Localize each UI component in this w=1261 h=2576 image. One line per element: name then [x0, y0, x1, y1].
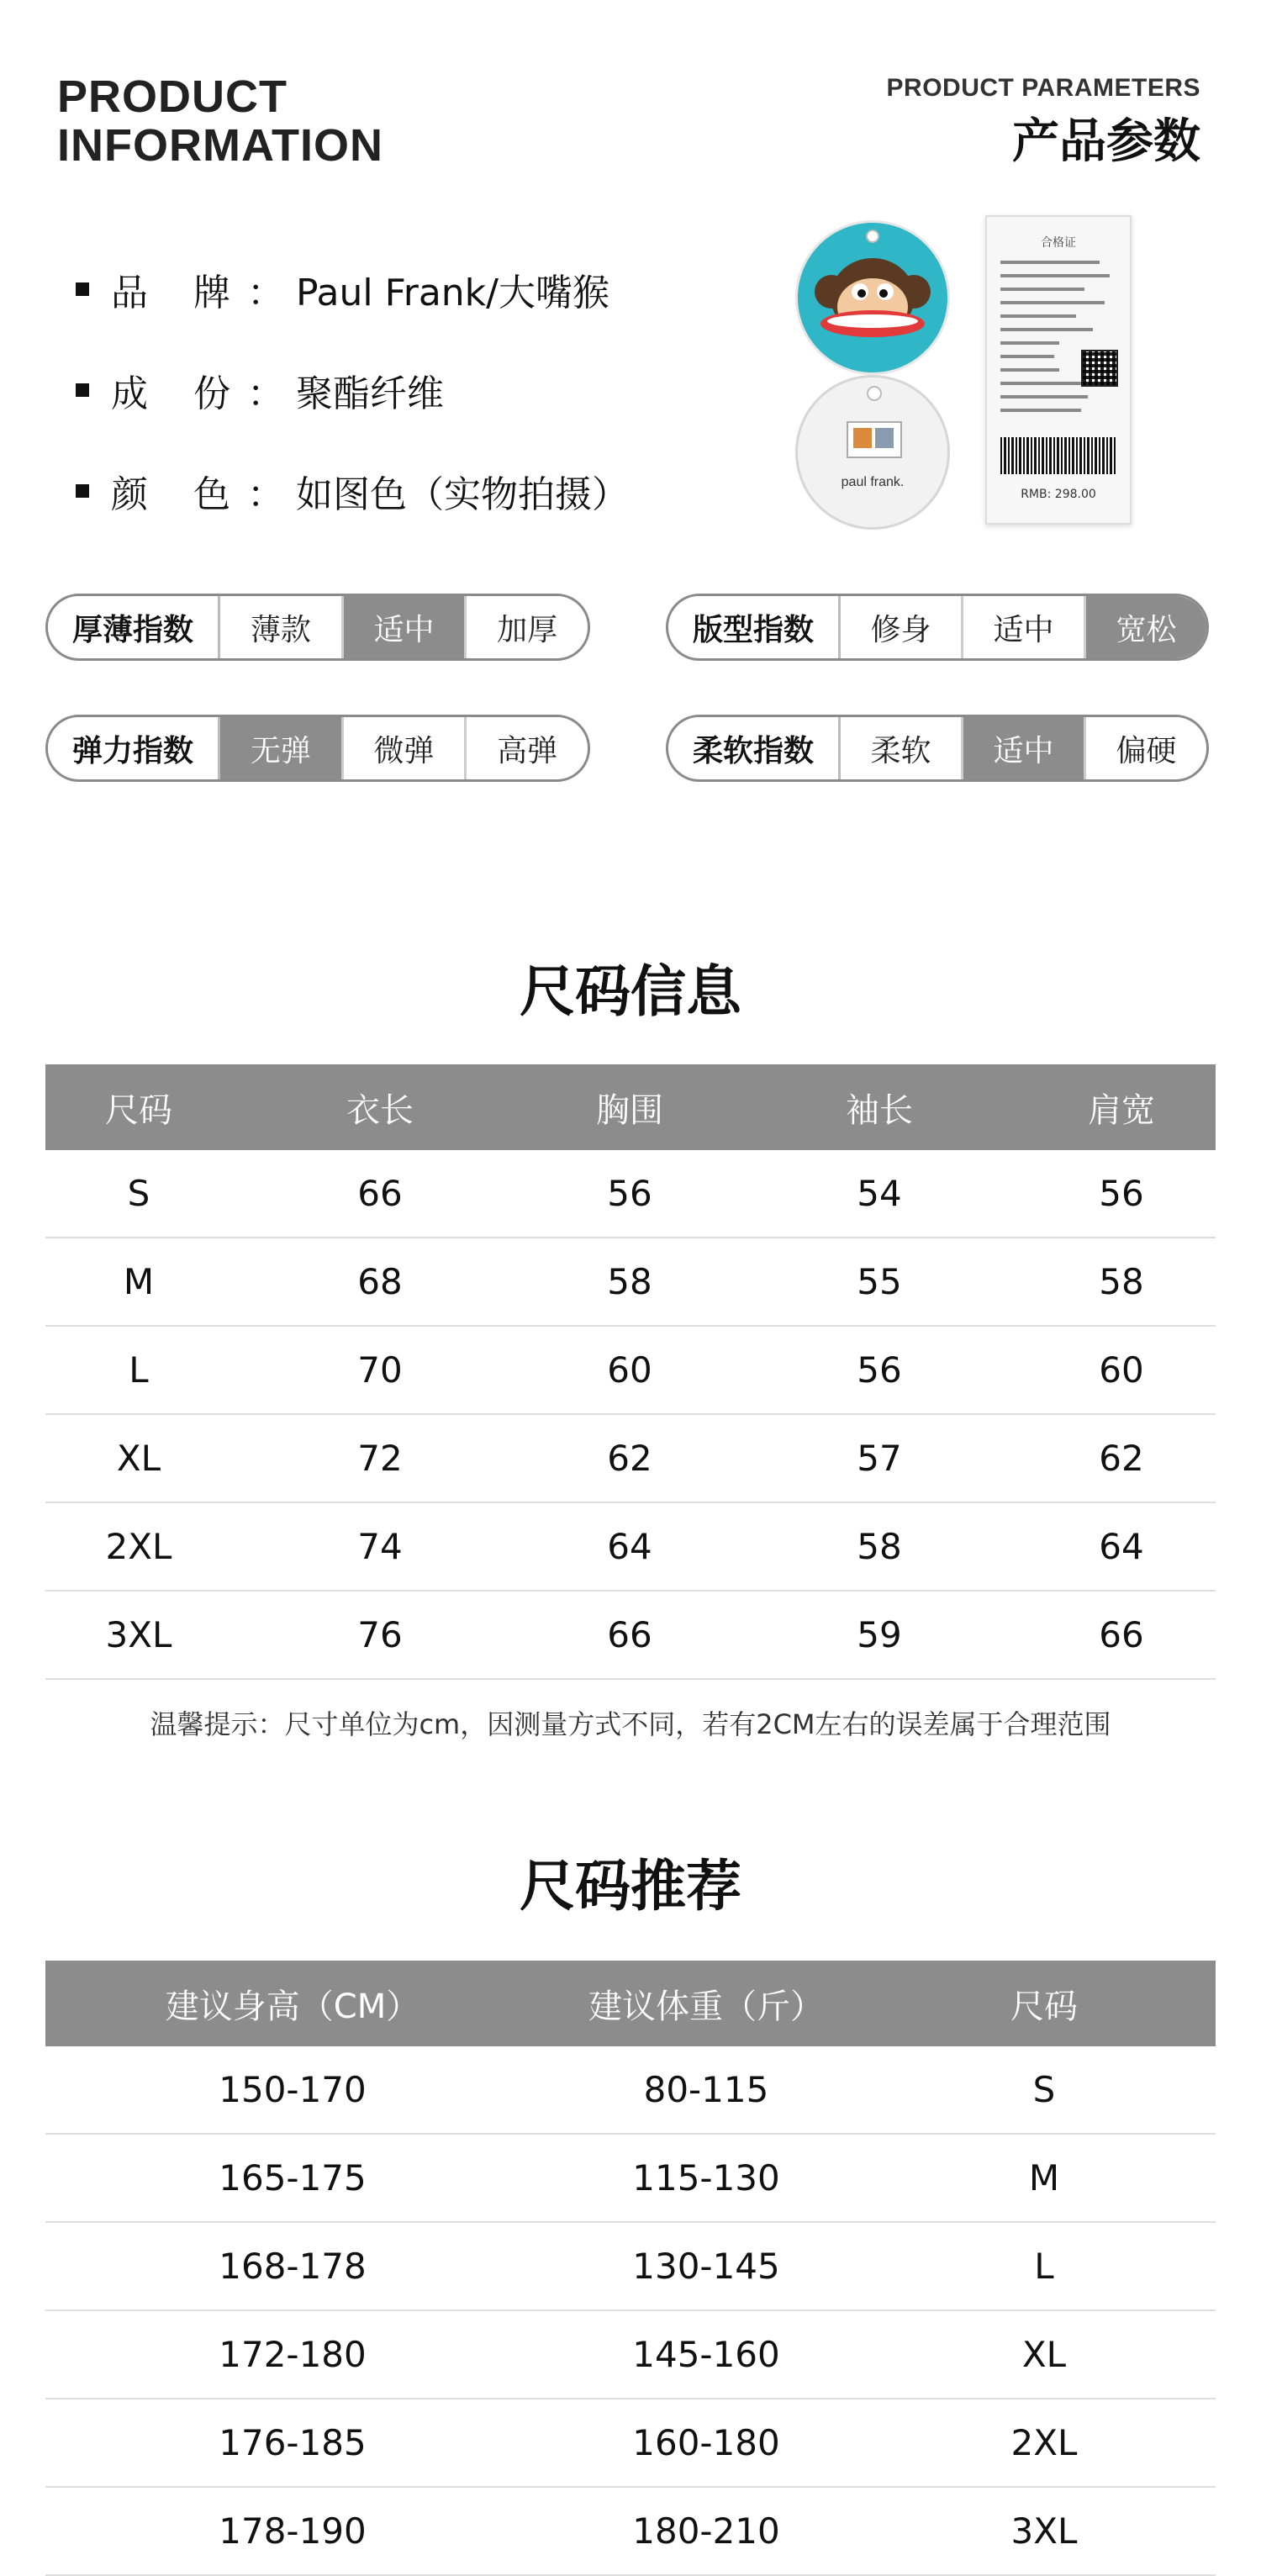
brand-hangtag-badge-image — [795, 375, 950, 530]
header-chest: 胸围 — [596, 1090, 663, 1130]
fit-index-label: 版型指数 — [668, 596, 841, 658]
table-row — [45, 1415, 1216, 1503]
heading-line-2: INFORMATION — [57, 120, 383, 171]
table-row — [45, 1150, 1216, 1238]
info-brand-key: 品 牌： — [111, 272, 301, 314]
cell-size: S — [127, 1173, 150, 1214]
table-row — [45, 1327, 1216, 1415]
cell-length: 72 — [357, 1438, 403, 1479]
table-row — [45, 1503, 1216, 1592]
info-color — [76, 464, 629, 518]
cell-height: 176-185 — [219, 2422, 367, 2463]
thickness-index — [45, 594, 590, 661]
cell-shoulder: 66 — [1099, 1614, 1144, 1655]
table-row — [45, 1238, 1216, 1327]
cell-height: 165-175 — [219, 2157, 367, 2199]
elasticity-option-high: 高弹 — [497, 733, 558, 768]
cell-sleeve: 59 — [857, 1614, 902, 1655]
size-info-header-row — [45, 1064, 1216, 1150]
cell-chest: 58 — [607, 1261, 652, 1302]
cell-sleeve: 54 — [857, 1173, 902, 1214]
cell-size: L — [129, 1349, 149, 1391]
thickness-option-medium: 适中 — [344, 596, 467, 658]
cell-weight: 180-210 — [632, 2510, 780, 2552]
monkey-face-icon — [798, 223, 947, 372]
fit-option-regular: 适中 — [963, 596, 1086, 658]
thickness-index-label: 厚薄指数 — [48, 596, 220, 658]
cell-rec-size: 2XL — [1010, 2422, 1078, 2463]
info-material-value: 聚酯纤维 — [296, 372, 444, 415]
softness-index — [666, 715, 1209, 782]
header-height: 建议身高（CM） — [165, 1987, 420, 2026]
cell-chest: 56 — [607, 1173, 652, 1214]
elasticity-index-label: 弹力指数 — [48, 717, 220, 779]
cell-sleeve: 55 — [857, 1261, 902, 1302]
cell-height: 150-170 — [219, 2069, 367, 2110]
cell-height: 172-180 — [219, 2334, 367, 2375]
fit-index — [666, 594, 1209, 661]
cell-shoulder: 58 — [1099, 1261, 1144, 1302]
size-recommend-header-row — [45, 1961, 1216, 2046]
table-row — [45, 2223, 1216, 2311]
tag-title: 合格证 — [1041, 236, 1076, 250]
barcode-icon — [1000, 437, 1116, 474]
bullet-icon — [76, 484, 89, 498]
cell-sleeve: 56 — [857, 1349, 902, 1391]
cell-weight: 80-115 — [643, 2069, 769, 2110]
cell-chest: 62 — [607, 1438, 652, 1479]
cell-chest: 66 — [607, 1614, 652, 1655]
thickness-option-thin: 薄款 — [220, 596, 344, 658]
cell-height: 178-190 — [219, 2510, 367, 2552]
table-row — [45, 2488, 1216, 2576]
cell-length: 70 — [357, 1349, 403, 1391]
header-weight: 建议体重（斤） — [588, 1987, 824, 2026]
bullet-icon — [76, 383, 89, 397]
heading-line-1: PRODUCT — [57, 71, 288, 122]
fit-option-loose: 宽松 — [1086, 596, 1206, 658]
paul-frank-logo-text: paul frank. — [841, 475, 905, 489]
info-color-key: 颜 色： — [111, 473, 301, 516]
cell-weight: 115-130 — [632, 2157, 780, 2199]
info-material — [76, 363, 444, 417]
monkey-logo-badge-image — [795, 220, 950, 375]
cell-rec-size: S — [1032, 2069, 1056, 2110]
cell-weight: 160-180 — [632, 2422, 780, 2463]
cell-rec-size: XL — [1021, 2334, 1067, 2375]
header-length: 衣长 — [346, 1090, 414, 1130]
info-material-key: 成 份： — [111, 372, 301, 415]
cell-chest: 64 — [607, 1526, 652, 1567]
product-information-heading — [57, 72, 383, 170]
tag-price: RMB: 298.00 — [1021, 488, 1096, 501]
size-note: 温馨提示：尺寸单位为cm，因测量方式不同，若有2CM左右的误差属于合理范围 — [150, 1708, 1111, 1740]
header-shoulder: 肩宽 — [1088, 1090, 1155, 1130]
cell-length: 68 — [357, 1261, 403, 1302]
cell-sleeve: 57 — [857, 1438, 902, 1479]
fit-option-slim: 修身 — [841, 596, 963, 658]
softness-option-medium: 适中 — [963, 717, 1086, 779]
bullet-icon — [76, 282, 89, 296]
cell-height: 168-178 — [219, 2246, 367, 2287]
cell-shoulder: 60 — [1099, 1349, 1144, 1391]
size-recommend-title: 尺码推荐 — [520, 1854, 741, 1919]
cell-chest: 60 — [607, 1349, 652, 1391]
cell-rec-size: M — [1028, 2157, 1060, 2199]
cell-size: 3XL — [105, 1614, 172, 1655]
header-sleeve: 袖长 — [846, 1090, 913, 1130]
elasticity-option-slight: 微弹 — [344, 717, 467, 779]
info-brand-value: Paul Frank/大嘴猴 — [296, 272, 609, 314]
hologram-sticker-icon — [847, 421, 902, 458]
softness-option-stiff: 偏硬 — [1116, 733, 1177, 768]
cell-length: 74 — [357, 1526, 403, 1567]
cell-sleeve: 58 — [857, 1526, 902, 1567]
softness-index-label: 柔软指数 — [668, 717, 841, 779]
cell-weight: 130-145 — [632, 2246, 780, 2287]
cell-size: XL — [116, 1438, 161, 1479]
qr-code-icon — [1081, 350, 1118, 387]
size-info-table — [45, 1064, 1216, 1680]
cell-shoulder: 62 — [1099, 1438, 1144, 1479]
table-row — [45, 1592, 1216, 1680]
elasticity-index — [45, 715, 590, 782]
cell-shoulder: 64 — [1099, 1526, 1144, 1567]
thickness-option-thick: 加厚 — [497, 612, 558, 647]
hangtag-hole — [867, 386, 882, 401]
table-row — [45, 2046, 1216, 2135]
cell-length: 66 — [357, 1173, 403, 1214]
header-size: 尺码 — [105, 1090, 172, 1130]
table-row — [45, 2311, 1216, 2399]
cell-rec-size: 3XL — [1010, 2510, 1078, 2552]
certificate-tag-image — [985, 215, 1132, 525]
product-parameters-en: PRODUCT PARAMETERS — [886, 74, 1200, 102]
cell-size: 2XL — [105, 1526, 172, 1567]
size-recommend-table — [45, 1961, 1216, 2576]
size-info-title: 尺码信息 — [520, 959, 741, 1024]
table-row — [45, 2399, 1216, 2488]
elasticity-option-none: 无弹 — [220, 717, 344, 779]
header-rec-size: 尺码 — [1010, 1987, 1078, 2026]
cell-shoulder: 56 — [1099, 1173, 1144, 1214]
info-brand — [76, 262, 609, 316]
softness-option-soft: 柔软 — [841, 717, 963, 779]
cell-size: M — [123, 1261, 155, 1302]
info-color-value: 如图色（实物拍摄） — [296, 473, 629, 516]
cell-rec-size: L — [1034, 2246, 1054, 2287]
product-parameters-cn: 产品参数 — [1012, 114, 1200, 169]
cell-length: 76 — [357, 1614, 403, 1655]
table-row — [45, 2135, 1216, 2223]
cell-weight: 145-160 — [632, 2334, 780, 2375]
